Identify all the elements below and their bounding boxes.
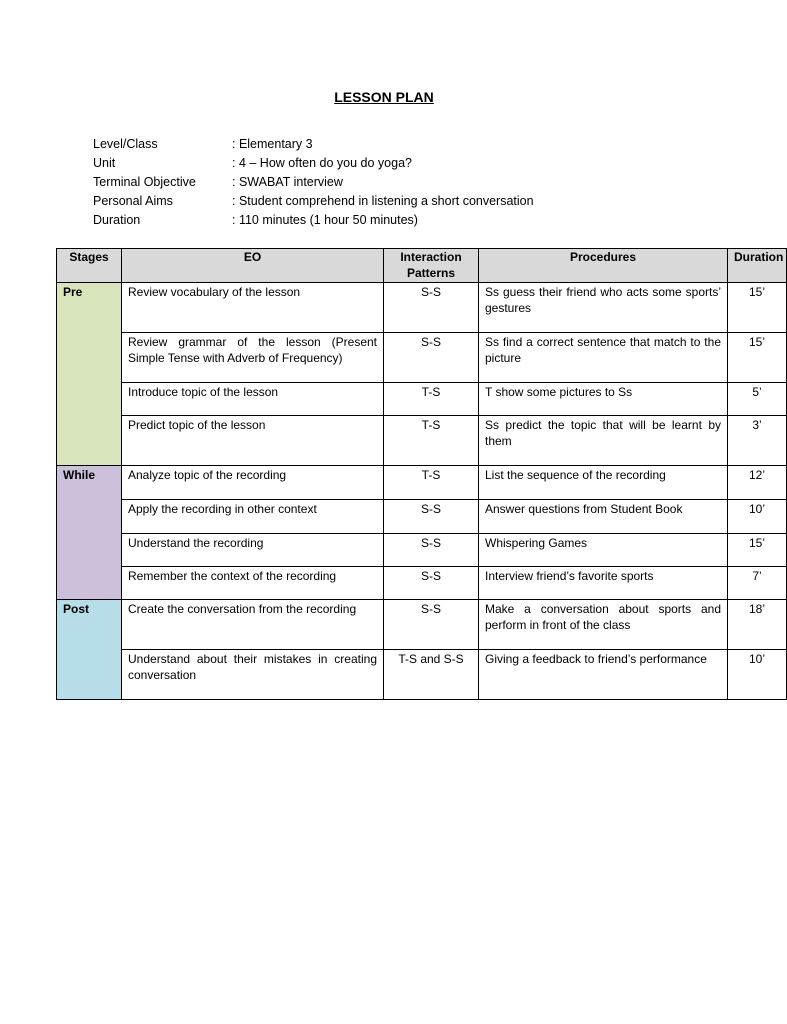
duration-cell: 15’ bbox=[728, 283, 787, 333]
info-row-terminal-objective bbox=[93, 173, 534, 192]
interaction-cell: S-S bbox=[384, 333, 479, 383]
interaction-cell: S-S bbox=[384, 283, 479, 333]
interaction-cell: T-S bbox=[384, 466, 479, 500]
eo-cell: Predict topic of the lesson bbox=[122, 416, 384, 466]
info-row-level bbox=[93, 135, 534, 154]
table-row bbox=[57, 500, 787, 534]
procedure-cell: T show some pictures to Ss bbox=[479, 383, 728, 416]
info-row-unit bbox=[93, 154, 534, 173]
table-row bbox=[57, 650, 787, 700]
interaction-cell: S-S bbox=[384, 534, 479, 567]
duration-cell: 12’ bbox=[728, 466, 787, 500]
info-label: Duration bbox=[93, 213, 141, 227]
stage-cell-pre: Pre bbox=[57, 283, 122, 466]
info-row-duration bbox=[93, 211, 534, 230]
eo-cell: Analyze topic of the recording bbox=[122, 466, 384, 500]
duration-cell: 5’ bbox=[728, 383, 787, 416]
header-duration: Duration bbox=[728, 249, 787, 283]
procedure-cell: List the sequence of the recording bbox=[479, 466, 728, 500]
table-row bbox=[57, 333, 787, 383]
stage-cell-post: Post bbox=[57, 600, 122, 700]
info-label: Personal Aims bbox=[93, 194, 173, 208]
interaction-cell: S-S bbox=[384, 600, 479, 650]
table-row bbox=[57, 416, 787, 466]
interaction-cell: S-S bbox=[384, 500, 479, 534]
procedure-cell: Interview friend’s favorite sports bbox=[479, 567, 728, 600]
procedure-cell: Ss find a correct sentence that match to the picture bbox=[479, 333, 728, 383]
eo-cell: Remember the context of the recording bbox=[122, 567, 384, 600]
duration-cell: 10’ bbox=[728, 500, 787, 534]
duration-cell: 15’ bbox=[728, 333, 787, 383]
info-value: : Elementary 3 bbox=[232, 137, 313, 151]
procedure-cell: Make a conversation about sports and perform in front of the class bbox=[479, 600, 728, 650]
header-eo: EO bbox=[122, 249, 384, 283]
table-row bbox=[57, 600, 787, 650]
info-value: : Student comprehend in listening a short conversation bbox=[232, 194, 534, 208]
duration-cell: 3’ bbox=[728, 416, 787, 466]
table-row bbox=[57, 567, 787, 600]
procedure-cell: Whispering Games bbox=[479, 534, 728, 567]
procedure-cell: Ss predict the topic that will be learnt by them bbox=[479, 416, 728, 466]
duration-cell: 10’ bbox=[728, 650, 787, 700]
lesson-info bbox=[93, 135, 534, 230]
stage-cell-while: While bbox=[57, 466, 122, 600]
eo-cell: Introduce topic of the lesson bbox=[122, 383, 384, 416]
table-row bbox=[57, 283, 787, 333]
interaction-cell: T-S bbox=[384, 416, 479, 466]
interaction-cell: T-S and S-S bbox=[384, 650, 479, 700]
info-label: Terminal Objective bbox=[93, 175, 196, 189]
procedure-cell: Ss guess their friend who acts some sports’ gestures bbox=[479, 283, 728, 333]
document-title: LESSON PLAN bbox=[334, 89, 434, 105]
lesson-plan-table bbox=[56, 248, 787, 700]
table-row bbox=[57, 383, 787, 416]
info-label: Level/Class bbox=[93, 137, 158, 151]
info-value: : 4 – How often do you do yoga? bbox=[232, 156, 412, 170]
info-value: : 110 minutes (1 hour 50 minutes) bbox=[232, 213, 418, 227]
info-value: : SWABAT interview bbox=[232, 175, 343, 189]
eo-cell: Understand the recording bbox=[122, 534, 384, 567]
eo-cell: Apply the recording in other context bbox=[122, 500, 384, 534]
header-procedures: Procedures bbox=[479, 249, 728, 283]
procedure-cell: Giving a feedback to friend’s performance bbox=[479, 650, 728, 700]
duration-cell: 18’ bbox=[728, 600, 787, 650]
eo-cell: Review vocabulary of the lesson bbox=[122, 283, 384, 333]
duration-cell: 7’ bbox=[728, 567, 787, 600]
duration-cell: 15’ bbox=[728, 534, 787, 567]
table-row bbox=[57, 466, 787, 500]
header-stages: Stages bbox=[57, 249, 122, 283]
table-header-row bbox=[57, 249, 787, 283]
procedure-cell: Answer questions from Student Book bbox=[479, 500, 728, 534]
eo-cell: Review grammar of the lesson (Present Simple Tense with Adverb of Frequency) bbox=[122, 333, 384, 383]
info-label: Unit bbox=[93, 156, 116, 170]
info-row-personal-aims bbox=[93, 192, 534, 211]
eo-cell: Create the conversation from the recording bbox=[122, 600, 384, 650]
table-row bbox=[57, 534, 787, 567]
header-interaction-patterns: Interaction Patterns bbox=[384, 249, 479, 283]
interaction-cell: S-S bbox=[384, 567, 479, 600]
eo-cell: Understand about their mistakes in creating conversation bbox=[122, 650, 384, 700]
interaction-cell: T-S bbox=[384, 383, 479, 416]
